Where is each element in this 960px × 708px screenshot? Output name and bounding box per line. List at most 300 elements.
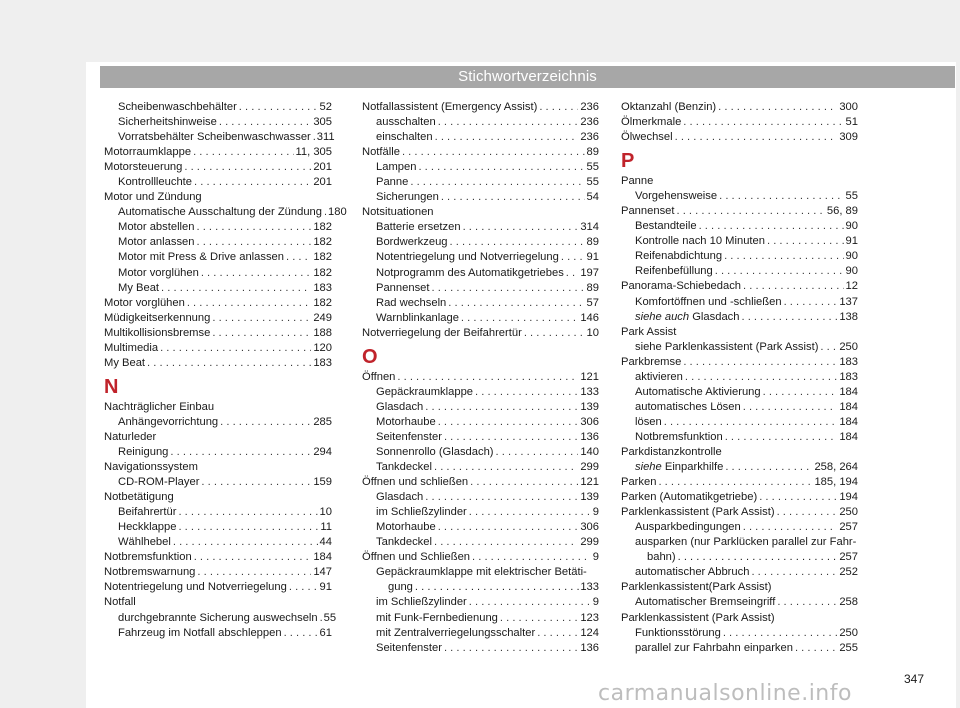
- see-also-label: siehe auch: [635, 310, 690, 323]
- leader-dots: [775, 505, 838, 520]
- index-page-ref: 121: [580, 370, 599, 383]
- index-entry: [104, 145, 332, 160]
- index-term: Notbremsfunktion: [104, 551, 192, 564]
- index-term: Beifahrertür: [118, 506, 177, 519]
- index-entry-text: [118, 415, 218, 430]
- index-term: Ölwechsel: [621, 131, 673, 144]
- index-entry: [621, 505, 858, 520]
- index-entry: [104, 550, 332, 565]
- leader-dots: [210, 326, 311, 341]
- leader-dots: [432, 535, 578, 550]
- index-term: Kontrollleuchte: [118, 176, 193, 189]
- index-term: Notfälle: [362, 146, 400, 159]
- index-entry-text: [376, 311, 459, 326]
- index-term: Öffnen: [362, 370, 396, 383]
- index-heading: Motor und Zündung: [104, 191, 202, 204]
- index-term: CD-ROM-Player: [118, 476, 200, 489]
- index-entry-text: [118, 115, 217, 130]
- index-page-ref: 184: [313, 551, 332, 564]
- index-heading: Parklenkassistent(Park Assist): [621, 581, 772, 594]
- index-term: Sicherungen: [376, 191, 439, 204]
- leader-dots: [413, 580, 580, 595]
- index-entry: [621, 355, 858, 370]
- index-entry: [362, 611, 599, 626]
- leader-dots: [494, 445, 579, 460]
- index-entry: [362, 326, 599, 341]
- index-term: einschalten: [376, 131, 433, 144]
- index-entry: [621, 249, 858, 264]
- index-term: Anhängevorrichtung: [118, 415, 219, 428]
- index-term: Parken (Automatikgetriebe): [621, 491, 758, 504]
- leader-dots: [430, 281, 585, 296]
- index-entry: [362, 250, 599, 265]
- index-entry-text: [376, 266, 564, 281]
- index-entry-text: [104, 326, 210, 341]
- index-term: im Schließzylinder: [376, 596, 467, 609]
- index-term: Seitenfenster: [376, 641, 442, 654]
- index-term: Panne: [376, 176, 409, 189]
- index-entry-text: [104, 341, 158, 356]
- index-entry: [621, 475, 858, 490]
- index-page-ref: 299: [580, 536, 599, 549]
- index-entry: [362, 460, 599, 475]
- index-entry: [104, 505, 332, 520]
- index-page-ref: 249: [313, 311, 332, 324]
- leader-dots: [564, 266, 579, 281]
- index-page-ref: 194: [839, 491, 858, 504]
- index-entry-text: [362, 370, 395, 385]
- leader-dots: [448, 235, 585, 250]
- index-entry: [362, 190, 599, 205]
- index-entry-text: Gepäckraumklappe mit elektrischer Betäti-: [376, 566, 587, 579]
- leader-dots: [176, 520, 318, 535]
- index-entry-text: [376, 415, 436, 430]
- index-entry: [362, 115, 599, 130]
- index-term: Glasdach: [689, 310, 740, 323]
- leader-dots: [442, 641, 578, 656]
- index-term: Sicherheitshinweise: [118, 116, 217, 129]
- index-term: My Beat: [104, 356, 146, 369]
- index-page-ref: 89: [586, 146, 599, 159]
- leader-dots: [656, 475, 812, 490]
- index-term: Multimedia: [104, 341, 159, 354]
- index-page-ref: 137: [839, 295, 858, 308]
- see-also-label: siehe: [635, 461, 662, 474]
- index-entry: [104, 115, 332, 130]
- index-entry-text: [362, 100, 537, 115]
- index-entry-text: [118, 626, 282, 641]
- leader-dots: [761, 385, 838, 400]
- index-page-ref: 123: [580, 611, 599, 624]
- watermark: carmanualsonline.info: [598, 681, 852, 706]
- leader-dots: [217, 115, 311, 130]
- index-heading: Notfall: [104, 596, 136, 609]
- index-page-ref: 258: [839, 596, 858, 609]
- index-term: Tankdeckel: [376, 536, 432, 549]
- index-term: Gepäckraumklappe: [376, 385, 474, 398]
- leader-dots: [676, 550, 840, 565]
- index-entry-text: [635, 295, 782, 310]
- leader-dots: [559, 250, 585, 265]
- index-page-ref: 89: [586, 281, 599, 294]
- index-page-ref: 61: [319, 626, 332, 639]
- index-entry: [362, 641, 599, 656]
- index-page-ref: 182: [313, 236, 332, 249]
- index-term: Automatische Aktivierung: [635, 385, 761, 398]
- index-entry-text: [104, 160, 182, 175]
- index-page-ref: 294: [313, 445, 332, 458]
- index-term: Einparkhilfe: [661, 461, 724, 474]
- index-heading: Notbetätigung: [104, 491, 174, 504]
- index-page-ref: 183: [313, 281, 332, 294]
- index-entry-text: [376, 220, 461, 235]
- index-entry: [362, 595, 599, 610]
- index-term: Motor vorglühen: [104, 296, 185, 309]
- leader-dots: [470, 550, 591, 565]
- index-entry-text: [376, 460, 432, 475]
- leader-dots: [459, 311, 578, 326]
- index-entry-text: [635, 415, 662, 430]
- index-letter: P: [621, 150, 635, 173]
- index-entry-text: [362, 475, 468, 490]
- index-entry: [621, 430, 858, 445]
- leader-dots: [757, 490, 837, 505]
- index-letter: O: [362, 345, 378, 368]
- index-page-ref: 10: [319, 506, 332, 519]
- index-page-ref: 51: [845, 116, 858, 129]
- index-term: Vorgehensweise: [635, 190, 718, 203]
- index-page-ref: 9: [592, 506, 599, 519]
- index-heading: Panne: [621, 175, 654, 188]
- index-page-ref: 90: [845, 220, 858, 233]
- index-entry-text: [104, 145, 191, 160]
- leader-dots: [723, 460, 812, 475]
- index-entry-text: [118, 205, 322, 220]
- index-term: Motor anlassen: [118, 236, 195, 249]
- index-term: Bordwerkzeug: [376, 236, 448, 249]
- leader-dots: [185, 296, 311, 311]
- index-entry: [362, 370, 599, 385]
- index-term: Scheibenwaschbehälter: [118, 101, 237, 113]
- index-entry-text: [118, 611, 318, 626]
- leader-dots: [192, 550, 312, 565]
- leader-dots: [282, 626, 318, 641]
- index-entry: [362, 415, 599, 430]
- index-term: Rad wechseln: [376, 296, 447, 309]
- index-page-ref: 89: [586, 236, 599, 249]
- index-page-ref: 44: [319, 536, 332, 549]
- leader-dots: [416, 160, 584, 175]
- index-page-ref: 188: [313, 326, 332, 339]
- index-term: Seitenfenster: [376, 430, 442, 443]
- index-page-ref: 311: [316, 131, 335, 144]
- index-entry-text: [118, 535, 171, 550]
- index-term: Notverriegelung der Beifahrertür: [362, 326, 522, 339]
- index-page-ref: 55: [845, 190, 858, 203]
- index-page-ref: 201: [313, 161, 332, 174]
- index-entry-text: [376, 626, 535, 641]
- index-page-ref: 12: [845, 280, 858, 293]
- index-page-ref: 159: [313, 476, 332, 489]
- leader-dots: [782, 295, 838, 310]
- index-entry-text: [635, 520, 741, 535]
- index-term: Müdigkeitserkennung: [104, 311, 211, 324]
- leader-dots: [145, 356, 311, 371]
- leader-dots: [535, 626, 578, 641]
- index-entry: [362, 160, 599, 175]
- leader-dots: [176, 505, 317, 520]
- leader-dots: [432, 460, 578, 475]
- index-entry-text: [376, 385, 473, 400]
- index-page-ref: 185, 194: [814, 476, 858, 489]
- index-term: Sonnenrollo (Glasdach): [376, 445, 494, 458]
- index-page-ref: 9: [592, 551, 599, 564]
- index-heading: Nachträglicher Einbau: [104, 400, 215, 413]
- leader-dots: [498, 611, 578, 626]
- index-entry-text: [376, 115, 436, 130]
- leader-dots: [681, 355, 837, 370]
- index-entry: [362, 400, 599, 415]
- index-term: Reifenbefüllung: [635, 265, 713, 278]
- index-entry-text: [104, 565, 195, 580]
- index-term: Notprogramm des Automatikgetriebes: [376, 266, 564, 279]
- index-entry-text: [621, 475, 656, 490]
- index-term: Ölmerkmale: [621, 116, 682, 129]
- index-term: Automatischer Bremseingriff: [635, 596, 776, 609]
- leader-dots: [442, 430, 578, 445]
- index-entry: [104, 160, 332, 175]
- leader-dots: [741, 400, 838, 415]
- index-entry-text: [362, 145, 400, 160]
- leader-dots: [436, 520, 579, 535]
- index-entry: [362, 535, 599, 550]
- index-entry: [621, 279, 858, 294]
- leader-dots: [713, 264, 844, 279]
- index-page-ref: 309: [839, 131, 858, 144]
- index-term: lösen: [635, 415, 662, 428]
- leader-dots: [395, 370, 578, 385]
- index-entry-text: [118, 505, 176, 520]
- index-term: Reinigung: [118, 445, 169, 458]
- leader-dots: [662, 415, 838, 430]
- index-page-ref: 184: [839, 415, 858, 428]
- leader-dots: [158, 341, 311, 356]
- index-entry: [104, 535, 332, 550]
- index-page-ref: 91: [586, 251, 599, 264]
- index-term: Reifenabdichtung: [635, 250, 723, 263]
- index-page-ref: 138: [839, 310, 858, 323]
- index-term: Pannenset: [621, 205, 675, 218]
- index-term: Motor abstellen: [118, 221, 195, 234]
- index-term: Lampen: [376, 161, 417, 174]
- index-entry-text: [104, 580, 287, 595]
- index-entry: [621, 219, 858, 234]
- index-page-ref: 255: [839, 641, 858, 654]
- index-term: siehe Parklenkassistent (Park Assist): [635, 340, 819, 353]
- index-page-ref: 57: [586, 296, 599, 309]
- index-entry: [362, 430, 599, 445]
- leader-dots: [191, 145, 293, 160]
- index-entry-text: [376, 611, 498, 626]
- index-term: im Schließzylinder: [376, 506, 467, 519]
- leader-dots: [408, 175, 584, 190]
- index-page-ref: 90: [845, 250, 858, 263]
- index-page-ref: 55: [586, 161, 599, 174]
- index-page-ref: 250: [839, 340, 858, 353]
- index-entry: [621, 204, 858, 219]
- index-entry: [104, 296, 332, 311]
- leader-dots: [433, 130, 579, 145]
- leader-dots: [721, 626, 838, 641]
- index-page-ref: 184: [839, 385, 858, 398]
- index-entry: [621, 565, 858, 580]
- index-entry-text: [104, 296, 185, 311]
- index-entry: [104, 341, 332, 356]
- page-number: 347: [904, 672, 925, 686]
- index-entry-text: [376, 235, 448, 250]
- leader-dots: [468, 475, 578, 490]
- index-entry-text: [635, 249, 722, 264]
- index-entry: [621, 490, 858, 505]
- index-term: ausschalten: [376, 116, 436, 129]
- index-entry-text: [376, 175, 408, 190]
- leader-dots: [675, 204, 825, 219]
- index-page-ref: 236: [580, 131, 599, 144]
- leader-dots: [467, 505, 591, 520]
- index-term: automatischer Abbruch: [635, 566, 750, 579]
- index-entry-text: [118, 266, 199, 281]
- index-entry-text: [376, 535, 432, 550]
- index-entry: [362, 281, 599, 296]
- index-entry: [104, 415, 332, 430]
- index-letter: N: [104, 375, 119, 398]
- index-entry: [104, 311, 332, 326]
- index-entry: [362, 175, 599, 190]
- index-entry-text: [376, 430, 442, 445]
- leader-dots: [210, 311, 311, 326]
- index-entry-text: [104, 356, 145, 371]
- index-term: Notentriegelung und Notverriegelung: [104, 581, 287, 594]
- index-term: Vorratsbehälter Scheibenwaschwasser: [118, 131, 311, 144]
- index-entry-text: [635, 264, 713, 279]
- index-entry-text: [362, 550, 470, 565]
- index-term: Notbremswarnung: [104, 566, 196, 579]
- index-entry: [621, 370, 858, 385]
- index-entry-text: [376, 520, 436, 535]
- leader-dots: [716, 100, 837, 115]
- index-page-ref: 183: [839, 370, 858, 383]
- index-entry-text: [376, 130, 433, 145]
- index-entry: [621, 100, 858, 115]
- index-entry-text: [621, 100, 716, 115]
- index-page-ref: 314: [580, 221, 599, 234]
- index-page-ref: 180: [328, 206, 347, 219]
- index-entry-text: [635, 595, 775, 610]
- index-entry-text: [376, 595, 467, 610]
- index-page-ref: 146: [580, 311, 599, 324]
- index-term: durchgebrannte Sicherung auswechseln: [118, 611, 318, 624]
- index-entry: [104, 565, 332, 580]
- leader-dots: [749, 565, 837, 580]
- index-entry-text: [621, 355, 681, 370]
- leader-dots: [446, 296, 584, 311]
- index-entry: [362, 445, 599, 460]
- leader-dots: [195, 565, 311, 580]
- index-page-ref: 285: [313, 415, 332, 428]
- index-page-ref: 11, 305: [295, 146, 332, 159]
- index-heading: Park Assist: [621, 325, 677, 338]
- index-entry-text: [621, 130, 673, 145]
- index-entry-text: [635, 340, 818, 355]
- leader-dots: [717, 189, 843, 204]
- index-entry-text: [635, 430, 723, 445]
- index-entry: [104, 220, 332, 235]
- index-term: Komfortöffnen und -schließen: [635, 295, 782, 308]
- leader-dots: [741, 279, 844, 294]
- index-page-ref: 306: [580, 521, 599, 534]
- leader-dots: [722, 249, 843, 264]
- index-entry-text: [635, 626, 721, 641]
- index-entry-text: [104, 311, 210, 326]
- leader-dots: [537, 100, 578, 115]
- index-entry-text-cont: bahn): [647, 551, 676, 564]
- index-term: Funktionsstörung: [635, 626, 721, 639]
- index-entry-text: [104, 550, 192, 565]
- index-term: Automatische Ausschaltung der Zündung: [118, 206, 322, 219]
- index-term: Pannenset: [376, 281, 430, 294]
- index-term: mit Funk-Fernbedienung: [376, 611, 498, 624]
- index-entry: [621, 115, 858, 130]
- index-entry-text: [118, 220, 195, 235]
- index-entry: [621, 264, 858, 279]
- index-entry-text: [118, 130, 311, 145]
- index-entry-text: [376, 250, 559, 265]
- index-entry: [362, 475, 599, 490]
- index-entry: [362, 385, 599, 400]
- index-entry: [362, 490, 599, 505]
- index-term: Batterie ersetzen: [376, 221, 461, 234]
- index-page-ref: 133: [580, 385, 599, 398]
- index-entry-text: [118, 250, 284, 265]
- index-entry-text: [621, 204, 675, 219]
- index-page-ref: 136: [580, 430, 599, 443]
- index-page-ref: 120: [313, 341, 332, 354]
- index-entry-text: [376, 296, 446, 311]
- leader-dots: [195, 220, 312, 235]
- index-entry: [104, 520, 332, 535]
- index-entry-text: [118, 445, 168, 460]
- index-entry-text: [118, 281, 159, 296]
- index-page-ref: 182: [313, 266, 332, 279]
- index-entry: [621, 535, 858, 565]
- index-page-ref: 139: [580, 491, 599, 504]
- index-page-ref: 10: [586, 326, 599, 339]
- index-entry-text: [376, 445, 494, 460]
- leader-dots: [284, 250, 311, 265]
- index-page-ref: 52: [319, 101, 332, 113]
- index-page-ref: 250: [839, 506, 858, 519]
- index-entry-text: [635, 385, 761, 400]
- leader-dots: [218, 415, 311, 430]
- index-entry-text-cont: gung: [388, 581, 413, 594]
- index-entry: [104, 626, 332, 641]
- index-page-ref: 258, 264: [814, 461, 858, 474]
- index-page-ref: 197: [580, 266, 599, 279]
- index-entry: [104, 100, 332, 115]
- leader-dots: [740, 310, 838, 325]
- index-page-ref: 182: [313, 296, 332, 309]
- index-entry-text: [621, 490, 757, 505]
